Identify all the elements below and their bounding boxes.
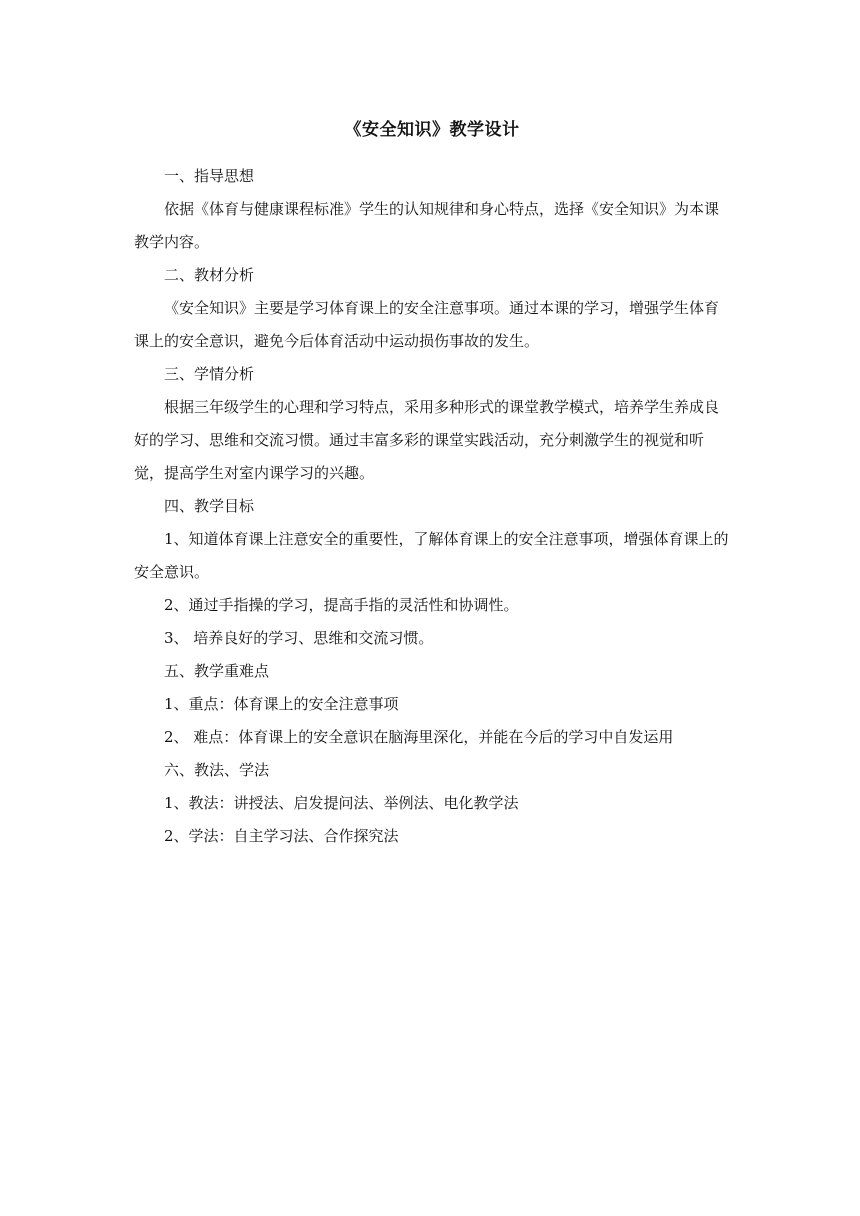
section-heading-key-points: 五、教学重难点 (164, 662, 270, 680)
section-heading-methods: 六、教法、学法 (164, 761, 270, 779)
list-item: 1、重点：体育课上的安全注意事项 (164, 695, 399, 713)
section-heading-student-analysis: 三、学情分析 (164, 365, 255, 383)
document-title: 《安全知识》教学设计 (344, 120, 520, 140)
list-item: 3、 培养良好的学习、思维和交流习惯。 (164, 629, 434, 647)
section-heading-material-analysis: 二、教材分析 (164, 266, 255, 284)
list-item: 2、学法：自主学习法、合作探究法 (164, 827, 399, 845)
list-item: 1、教法：讲授法、启发提问法、举例法、电化教学法 (164, 794, 519, 812)
document-content (134, 114, 730, 853)
paragraph-student-analysis: 根据三年级学生的心理和学习特点，采用多种形式的课堂教学模式，培养学生养成良好的学习、思维和交流习惯。通过丰富多彩的课堂实践活动，充分刺激学生的视觉和听觉，提高学生对室内课学习的兴趣。 (134, 398, 720, 482)
list-item: 2、 难点：体育课上的安全意识在脑海里深化，并能在今后的学习中自发运用 (164, 728, 674, 746)
list-item: 2、通过手指操的学习，提高手指的灵活性和协调性。 (164, 596, 519, 614)
list-item: 1、知道体育课上注意安全的重要性，了解体育课上的安全注意事项，增强体育课上的安全意识。 (134, 530, 729, 581)
paragraph-guiding-ideas: 依据《体育与健康课程标准》学生的认知规律和身心特点，选择《安全知识》为本课教学内容。 (134, 200, 720, 251)
section-heading-guiding-ideas: 一、指导思想 (164, 167, 255, 185)
paragraph-material-analysis: 《安全知识》主要是学习体育课上的安全注意事项。通过本课的学习，增强学生体育课上的安全意识，避免今后体育活动中运动损伤事故的发生。 (134, 299, 720, 350)
section-heading-teaching-goals: 四、教学目标 (164, 497, 255, 515)
